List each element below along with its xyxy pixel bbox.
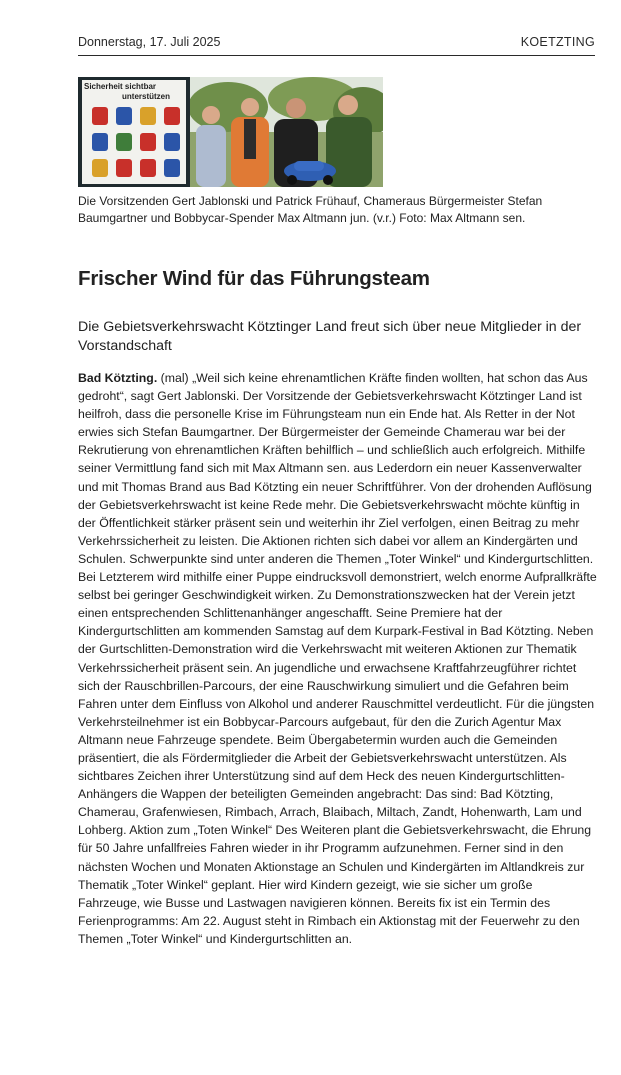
- article-text: (mal) „Weil sich keine ehrenamtlichen Kräfte finden wollten, hat schon das Aus gedroht“, sagt Gert Jablonski. Der Vorsitzende der Gebietsverkehrswacht Kötztinger Land ist heilfroh, dass die personelle Krise im Führungsteam nun ein Ende hat. Als Retter in der Not erwies sich Stefan Baumgartner. Der Bürgermeister der Gemeinde Chamerau war bei der Rekrutierung von ehrenamtlichen Kräften behilflich – und schließlich auch erfolgreich. Mithilfe seiner Vermittlung fand sich mit Max Altmann sen. aus Lederdorn ein neuer Kassenverwalter und mit Thomas Brand aus Bad Kötzting ein neuer Schriftführer. Von der drohenden Auflösung der Gebietsverkehrswacht ist keine Rede mehr. Die Gebietsverkehrswacht möchte künftig in der Öffentlichkeit stärker präsent sein und weiterhin ihr Ziel verfolgen, einen Beitrag zu mehr Verkehrssicherheit zu leisten. Die Aktionen richten sich dabei vor allem an Kindergärten und Schulen. Schwerpunkte sind unter anderen die Themen „Toter Winkel“ und Kindergurtschlitten. Bei Letzterem wird mithilfe einer Puppe eindrucksvoll demonstriert, welch enorme Aufprallkräfte selbst bei geringer Geschwindigkeit wirken. Zu Demonstrationszwecken hat der Verein jetzt einen entsprechenden Schlittenanhänger angeschafft. Seine Premiere hat der Kindergurtschlitten am kommenden Samstag auf dem Kurpark-Festival in Bad Kötzting. Neben der Gurtschlitten-Demonstration wird die Verkehrswacht mit weiteren Aktionen zur Thematik Verkehrssicherheit präsent sein. An jugendliche und erwachsene Kraftfahrzeugführer richtet sich der Rauschbrillen-Parcours, der eine Rauschwirkung simuliert und die Gefahren beim Fahren unter dem Einfluss von Alkohol und anderer Rauschmittel verdeutlicht. Für die jüngsten Verkehrsteilnehmer ist ein Bobbycar-Parcours aufgebaut, für den die Zurich Agentur Max Altmann neue Fahrzeuge spendete. Beim Übergabetermin wurden auch die Gemeinden präsentiert, die als Fördermitglieder die Arbeit der Gebietsverkehrswacht unterstützen. Als sichtbares Zeichen ihrer Unterstützung sind auf dem Heck des neuen Kindergurtschlitten-Anhängers die Wappen der beteiligten Gemeinden angebracht: Das sind: Bad Kötzting, Chamerau, Grafenwiesen, Rimbach, Arrach, Blaibach, Miltach, Zandt, Hohenwarth, Lam und Lohberg. Aktion zum „Toten Winkel“ Des Weiteren plant die Gebietsverkehrswacht, die Ehrung für 50 Jahre unfallfreies Fahren wieder in ihr Programm aufzunehmen. Ferner sind in den nächsten Wochen und Monaten Aktionstage an Schulen und Kindergärten im Altlandkreis zur Thematik „Toter Winkel“ geplant. Hier wird Kindern gezeigt, wie sie sicher um große Fahrzeuge, wie Busse und Lastwagen navigieren können. Bereits fix ist ein Termin des Ferienprogramms: Am 22. August steht in Rimbach ein Aktionstag mit der Feuerwehr zu den Themen „Toter Winkel“ und Kindergurtschlitten an.: [78, 371, 597, 946]
- article-dateline: Bad Kötzting.: [78, 371, 158, 385]
- article-headline: Frischer Wind für das Führungsteam: [78, 267, 430, 290]
- article-photo: [78, 77, 383, 187]
- photo-caption: Die Vorsitzenden Gert Jablonski und Patrick Frühauf, Chameraus Bürgermeister Stefan Baumgartner und Bobbycar-Spender Max Altmann jun. (v.r.) Foto: Max Altmann sen.: [78, 194, 543, 226]
- publication-date: Donnerstag, 17. Juli 2025: [78, 35, 221, 49]
- article-subheadline: Die Gebietsverkehrswacht Kötztinger Land freut sich über neue Mitglieder in der Vorstandschaft: [78, 319, 582, 354]
- section-name: KOETZTING: [520, 35, 595, 49]
- banner-text-1: Sicherheit sichtbar: [84, 82, 157, 91]
- page-header: [78, 35, 595, 56]
- banner-text-2: unterstützen: [122, 92, 170, 101]
- article-body: [78, 369, 598, 948]
